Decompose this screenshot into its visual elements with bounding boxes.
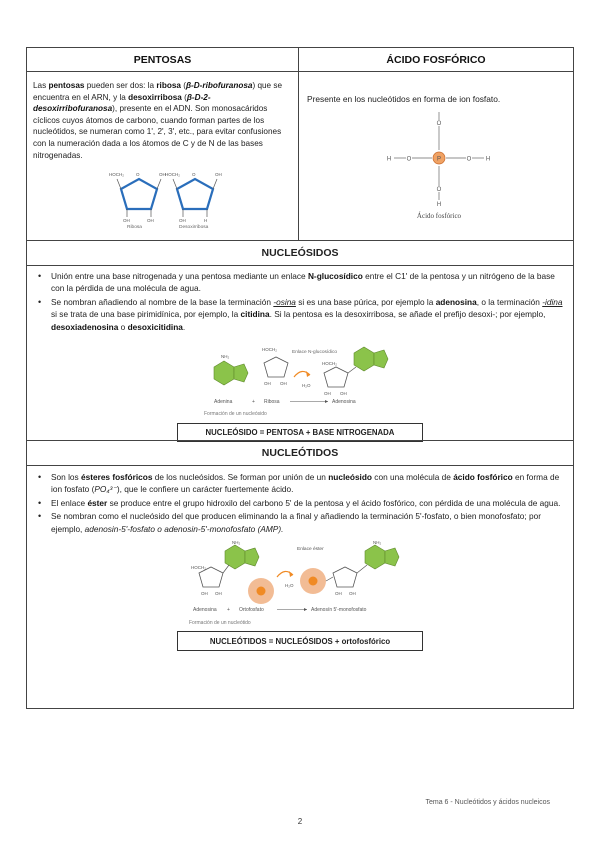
svg-text:OH: OH	[123, 218, 130, 224]
enlace-ester-label: Enlace éster	[297, 547, 324, 553]
enlace-n-glucosidico-label: Enlace N-glucosídico	[292, 350, 338, 356]
svg-text:H₂O: H₂O	[285, 583, 294, 589]
svg-text:H: H	[485, 156, 491, 163]
ortofosfato-label: Ortofosfato	[239, 607, 264, 614]
pentosas-title: PENTOSAS	[27, 48, 298, 72]
content-frame	[26, 47, 574, 709]
page-number: 2	[297, 817, 303, 826]
list-item: • Se nombran como el nucleósido del que producen eliminando la a final y añadiendo la terminación 5'-fosfato, o bien monofosfato; por ejemplo, adenosin-5'-fosfato o adenosin-5'-monofosfato (AMP).	[51, 510, 565, 535]
list-item: • Son los ésteres fosfóricos de los nucleósidos. Se forman por unión de un nucleósido con una molécula de ácido fosfórico en forma de ion fosfato (PO₄³⁻), que le confiere un carácter fuertemente ácido.	[51, 471, 565, 496]
nucleosido-formula: NUCLEÓSIDO = PENTOSA + BASE NITROGENADA	[177, 423, 423, 442]
nucleotidos-body	[27, 466, 573, 708]
phosphoric-acid-figure	[384, 108, 494, 218]
nucleosidos-body	[27, 266, 573, 440]
svg-text:P: P	[436, 156, 442, 163]
svg-text:HOCH₂: HOCH₂	[165, 172, 180, 178]
ribosa-fig-label: Ribosa	[264, 399, 280, 406]
pentosas-column	[27, 48, 299, 240]
svg-text:OH: OH	[280, 381, 287, 387]
svg-text:H: H	[436, 202, 442, 208]
pentosas-text: Las pentosas pueden ser dos: la ribosa (β-D-ribofuranosa) que se encuentra en el ARN, y la desoxirribosa (β-D-2-desoxirribofuranosa), presente en el ADN. Son monosacáridos cíclicos cuyos átomos de carbono, cuando forman partes de los nucleótidos, se numeran como 1', 2', 3', etc., para evitar confusiones con la numeración dada a los átomos de C y de N de las bases nitrogenadas.	[33, 81, 283, 160]
acido-caption: Ácido fosfórico	[416, 212, 462, 218]
desoxirribosa-label: Desoxirribosa	[179, 225, 209, 230]
acido-column	[299, 48, 573, 240]
nucleotido-formula: NUCLEÓTIDOS = NUCLEÓSIDOS + ortofosfórico	[177, 631, 423, 651]
svg-text:H₂O: H₂O	[302, 383, 311, 389]
nucleosido-figure	[200, 337, 400, 419]
pentosas-figure	[103, 167, 233, 229]
nucleosidos-list	[27, 266, 573, 333]
svg-text:H: H	[204, 218, 208, 224]
svg-text:NH₂: NH₂	[221, 354, 230, 360]
svg-text:OH: OH	[349, 591, 356, 597]
svg-text:NH₂: NH₂	[373, 541, 382, 546]
footer-text: Tema 6 - Nucleótidos y ácidos nucleicos	[425, 799, 550, 806]
svg-text:O: O	[192, 172, 196, 178]
adenosina-label: Adenosina	[193, 607, 217, 614]
svg-text:O: O	[466, 156, 472, 163]
list-item: • El enlace éster se produce entre el grupo hidroxilo del carbono 5' de la pentosa y el ácido fosfórico, con pérdida de una molécula de agua.	[51, 497, 565, 509]
acido-title: ÁCIDO FOSFÓRICO	[299, 48, 573, 72]
svg-text:NH₂: NH₂	[232, 541, 241, 546]
svg-text:OH: OH	[335, 591, 342, 597]
svg-text:OH: OH	[201, 591, 208, 597]
svg-text:OH: OH	[324, 391, 331, 397]
svg-text:OH: OH	[147, 218, 154, 224]
svg-text:HOCH₂: HOCH₂	[322, 361, 337, 367]
nucleotido-caption: Formación de un nucleótido	[189, 620, 251, 627]
svg-text:OH: OH	[179, 218, 186, 224]
nucleosidos-title: NUCLEÓSIDOS	[27, 240, 573, 266]
svg-text:+: +	[252, 399, 255, 406]
svg-text:O: O	[136, 172, 140, 178]
svg-text:OH: OH	[215, 591, 222, 597]
nucleotido-figure	[185, 541, 415, 629]
pentosas-body	[27, 72, 298, 240]
amp-label: Adenosín 5'-monofosfato	[311, 607, 367, 614]
nucleotidos-title: NUCLEÓTIDOS	[27, 440, 573, 466]
nucleosido-caption: Formación de un nucleósido	[204, 411, 267, 418]
svg-text:OH: OH	[264, 381, 271, 387]
ribosa-label: Ribosa	[127, 225, 142, 230]
svg-text:HOCH₂: HOCH₂	[191, 565, 206, 571]
svg-text:OH: OH	[340, 391, 347, 397]
svg-text:HOCH₂: HOCH₂	[109, 172, 124, 178]
list-item: • Unión entre una base nitrogenada y una pentosa mediante un enlace N-glucosídico entre el C1' de la pentosa y un nitrógeno de la base con la pérdida de una molécula de agua.	[51, 270, 565, 295]
svg-text:O: O	[436, 187, 442, 193]
svg-text:OH: OH	[215, 172, 222, 178]
svg-text:OH: OH	[159, 172, 166, 178]
svg-text:HOCH₂: HOCH₂	[262, 347, 277, 353]
svg-text:+: +	[227, 607, 230, 614]
top-row	[27, 48, 573, 240]
svg-text:O: O	[436, 121, 442, 127]
acido-body	[299, 72, 573, 240]
acido-text: Presente en los nucleótidos en forma de ion fosfato.	[307, 94, 501, 104]
adenina-label: Adenina	[214, 399, 233, 406]
svg-text:O: O	[406, 156, 412, 163]
svg-text:H: H	[386, 156, 392, 163]
adenosina-label: Adenosina	[332, 399, 356, 406]
list-item: • Se nombran añadiendo al nombre de la base la terminación -osina si es una base púrica, por ejemplo la adenosina, o la terminación -idina si se trata de una base pirimidínica, por ejemplo, la citidina. Si la pentosa es la desoxirribosa, se añade el prefijo desoxi-; por ejemplo, desoxiadenosina o desoxicitidina.	[51, 296, 565, 333]
nucleotidos-list	[27, 466, 573, 535]
